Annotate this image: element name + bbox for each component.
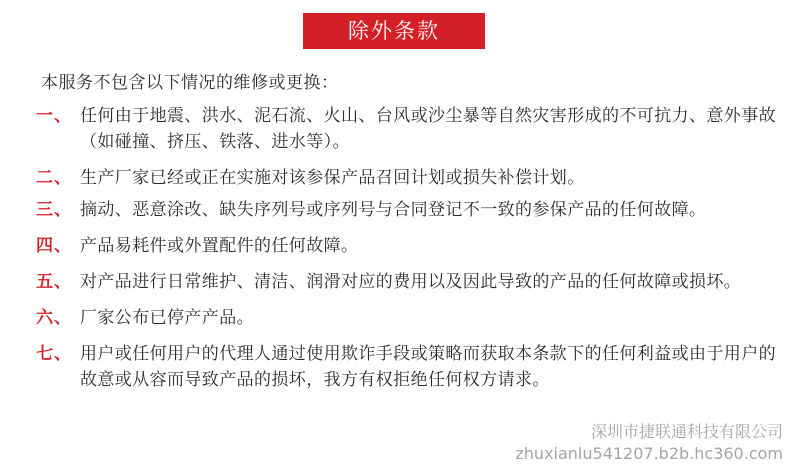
clause-item [36, 341, 776, 393]
intro-text: 本服务不包含以下情况的维修或更换： [41, 73, 339, 93]
clause-item [36, 233, 776, 259]
clause-text: 任何由于地震、洪水、泥石流、火山、台风或沙尘暴等自然灾害形成的不可抗力、意外事故（如碰撞、挤压、铁落、进水等）。 [80, 106, 776, 152]
clause-number: 二、 [36, 168, 72, 188]
section-title: 除外条款 [303, 13, 485, 49]
clause-text: 对产品进行日常维护、清洁、润滑对应的费用以及因此导致的产品的任何故障或损坏。 [80, 272, 742, 292]
clause-item [36, 103, 776, 155]
clause-item [36, 305, 776, 331]
clause-item [36, 197, 776, 223]
clause-number: 六、 [36, 308, 72, 328]
clause-item [36, 269, 776, 295]
clause-text: 产品易耗件或外置配件的任何故障。 [80, 236, 359, 256]
clause-text: 摘动、恶意涂改、缺失序列号或序列号与合同登记不一致的参保产品的任何故障。 [80, 200, 707, 220]
clause-text: 生产厂家已经或正在实施对该参保产品召回计划或损失补偿计划。 [80, 168, 585, 188]
clause-number: 七、 [36, 344, 72, 364]
clause-item [36, 165, 776, 191]
watermark-company: 深圳市捷联通科技有限公司 [590, 422, 783, 441]
watermark-url: zhuxianlu541207.b2b.hc360.com [515, 444, 783, 463]
clause-text: 厂家公布已停产产品。 [80, 308, 254, 328]
clause-number: 一、 [36, 106, 72, 126]
clause-number: 五、 [36, 272, 72, 292]
clause-number: 三、 [36, 200, 72, 220]
clause-number: 四、 [36, 236, 72, 256]
clause-text: 用户或任何用户的代理人通过使用欺诈手段或策略而获取本条款下的任何利益或由于用户的故意或从容而导致产品的损坏，我方有权拒绝任何权方请求。 [80, 344, 776, 390]
watermark [515, 421, 783, 465]
clause-list [36, 103, 776, 393]
